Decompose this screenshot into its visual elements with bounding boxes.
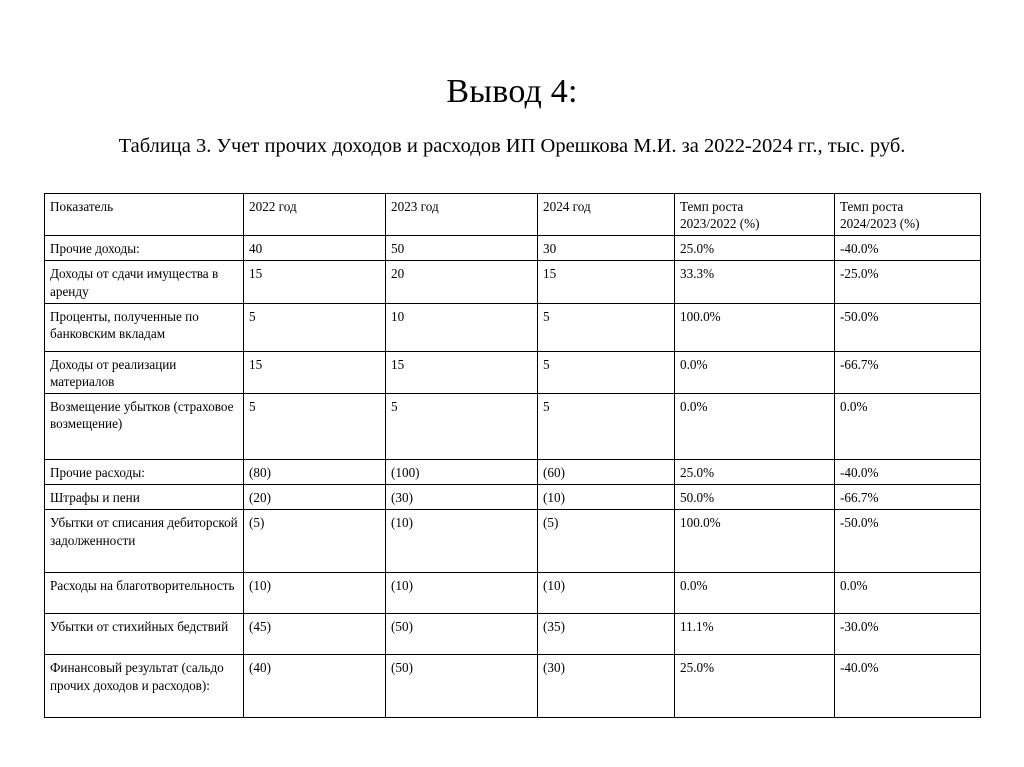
cell-2022: 15 <box>244 351 386 393</box>
cell-indicator: Расходы на благотворительность <box>45 573 244 614</box>
column-header-growth-2024-2023-line1: Темп роста <box>840 199 904 214</box>
cell-growth-2023-2022: 100.0% <box>675 510 835 573</box>
cell-indicator: Убытки от списания дебиторской задолженности <box>45 510 244 573</box>
cell-growth-2023-2022: 25.0% <box>675 236 835 261</box>
cell-2023: (50) <box>386 655 538 718</box>
cell-indicator: Прочие доходы: <box>45 236 244 261</box>
column-header-growth-2023-2022-line2: 2023/2022 (%) <box>680 216 760 232</box>
cell-2022: 40 <box>244 236 386 261</box>
column-header-2022-line1: 2022 год <box>249 199 297 214</box>
cell-growth-2023-2022: 33.3% <box>675 261 835 303</box>
column-header-growth-2024-2023-line2: 2024/2023 (%) <box>840 216 920 232</box>
cell-2024: 5 <box>538 394 675 460</box>
cell-2023: 5 <box>386 394 538 460</box>
cell-2023: (50) <box>386 614 538 655</box>
table-row <box>45 303 981 351</box>
cell-indicator: Доходы от реализации материалов <box>45 351 244 393</box>
cell-growth-2024-2023: -50.0% <box>835 303 981 351</box>
table-row <box>45 614 981 655</box>
cell-indicator: Штрафы и пени <box>45 485 244 510</box>
column-header-2024-line1: 2024 год <box>543 199 591 214</box>
cell-indicator: Проценты, полученные по банковским вкладам <box>45 303 244 351</box>
cell-2024: (35) <box>538 614 675 655</box>
cell-growth-2024-2023: -66.7% <box>835 351 981 393</box>
cell-2022: 5 <box>244 394 386 460</box>
cell-growth-2024-2023: 0.0% <box>835 573 981 614</box>
cell-2023: (10) <box>386 573 538 614</box>
cell-2023: 20 <box>386 261 538 303</box>
table-body <box>45 236 981 718</box>
cell-growth-2023-2022: 25.0% <box>675 460 835 485</box>
table-row <box>45 485 981 510</box>
table-container <box>44 193 980 718</box>
table-header <box>45 194 981 236</box>
column-header-indicator <box>45 194 244 236</box>
table-row <box>45 261 981 303</box>
column-header-2022 <box>244 194 386 236</box>
cell-2024: (10) <box>538 573 675 614</box>
cell-growth-2024-2023: -66.7% <box>835 485 981 510</box>
cell-2024: (60) <box>538 460 675 485</box>
cell-2022: (5) <box>244 510 386 573</box>
other-income-expenses-table <box>44 193 981 718</box>
cell-2022: (10) <box>244 573 386 614</box>
cell-2022: (45) <box>244 614 386 655</box>
cell-2024: 30 <box>538 236 675 261</box>
cell-2024: (5) <box>538 510 675 573</box>
cell-growth-2024-2023: -40.0% <box>835 460 981 485</box>
cell-2024: 5 <box>538 303 675 351</box>
cell-growth-2023-2022: 0.0% <box>675 351 835 393</box>
table-header-row <box>45 194 981 236</box>
table-row <box>45 394 981 460</box>
cell-2024: 5 <box>538 351 675 393</box>
cell-growth-2024-2023: -40.0% <box>835 655 981 718</box>
table-row <box>45 460 981 485</box>
cell-growth-2024-2023: -30.0% <box>835 614 981 655</box>
cell-2023: 10 <box>386 303 538 351</box>
page-title: Вывод 4: <box>446 73 578 110</box>
cell-2023: 15 <box>386 351 538 393</box>
cell-indicator: Финансовый результат (сальдо прочих доходов и расходов): <box>45 655 244 718</box>
cell-2024: 15 <box>538 261 675 303</box>
table-row <box>45 351 981 393</box>
cell-2023: 50 <box>386 236 538 261</box>
table-row <box>45 510 981 573</box>
cell-2022: (40) <box>244 655 386 718</box>
cell-growth-2024-2023: -25.0% <box>835 261 981 303</box>
column-header-2023-line1: 2023 год <box>391 199 439 214</box>
cell-indicator: Прочие расходы: <box>45 460 244 485</box>
cell-growth-2024-2023: 0.0% <box>835 394 981 460</box>
column-header-2024 <box>538 194 675 236</box>
cell-2022: 15 <box>244 261 386 303</box>
cell-2023: (100) <box>386 460 538 485</box>
cell-2022: (20) <box>244 485 386 510</box>
cell-2024: (10) <box>538 485 675 510</box>
column-header-growth-2023-2022 <box>675 194 835 236</box>
cell-2023: (10) <box>386 510 538 573</box>
cell-indicator: Убытки от стихийных бедствий <box>45 614 244 655</box>
cell-indicator: Доходы от сдачи имущества в аренду <box>45 261 244 303</box>
column-header-2023 <box>386 194 538 236</box>
cell-growth-2024-2023: -40.0% <box>835 236 981 261</box>
cell-growth-2023-2022: 0.0% <box>675 394 835 460</box>
cell-growth-2023-2022: 100.0% <box>675 303 835 351</box>
column-header-growth-2023-2022-line1: Темп роста <box>680 199 744 214</box>
column-header-growth-2024-2023 <box>835 194 981 236</box>
cell-growth-2024-2023: -50.0% <box>835 510 981 573</box>
column-header-indicator-line1: Показатель <box>50 199 114 214</box>
cell-growth-2023-2022: 25.0% <box>675 655 835 718</box>
cell-2022: 5 <box>244 303 386 351</box>
table-row <box>45 236 981 261</box>
cell-growth-2023-2022: 11.1% <box>675 614 835 655</box>
cell-2023: (30) <box>386 485 538 510</box>
table-caption: Таблица 3. Учет прочих доходов и расходов ИП Орешкова М.И. за 2022-2024 гг., тыс. руб. <box>118 135 906 158</box>
cell-2022: (80) <box>244 460 386 485</box>
table-row <box>45 655 981 718</box>
cell-growth-2023-2022: 50.0% <box>675 485 835 510</box>
cell-2024: (30) <box>538 655 675 718</box>
cell-indicator: Возмещение убытков (страховое возмещение) <box>45 394 244 460</box>
cell-growth-2023-2022: 0.0% <box>675 573 835 614</box>
table-row <box>45 573 981 614</box>
